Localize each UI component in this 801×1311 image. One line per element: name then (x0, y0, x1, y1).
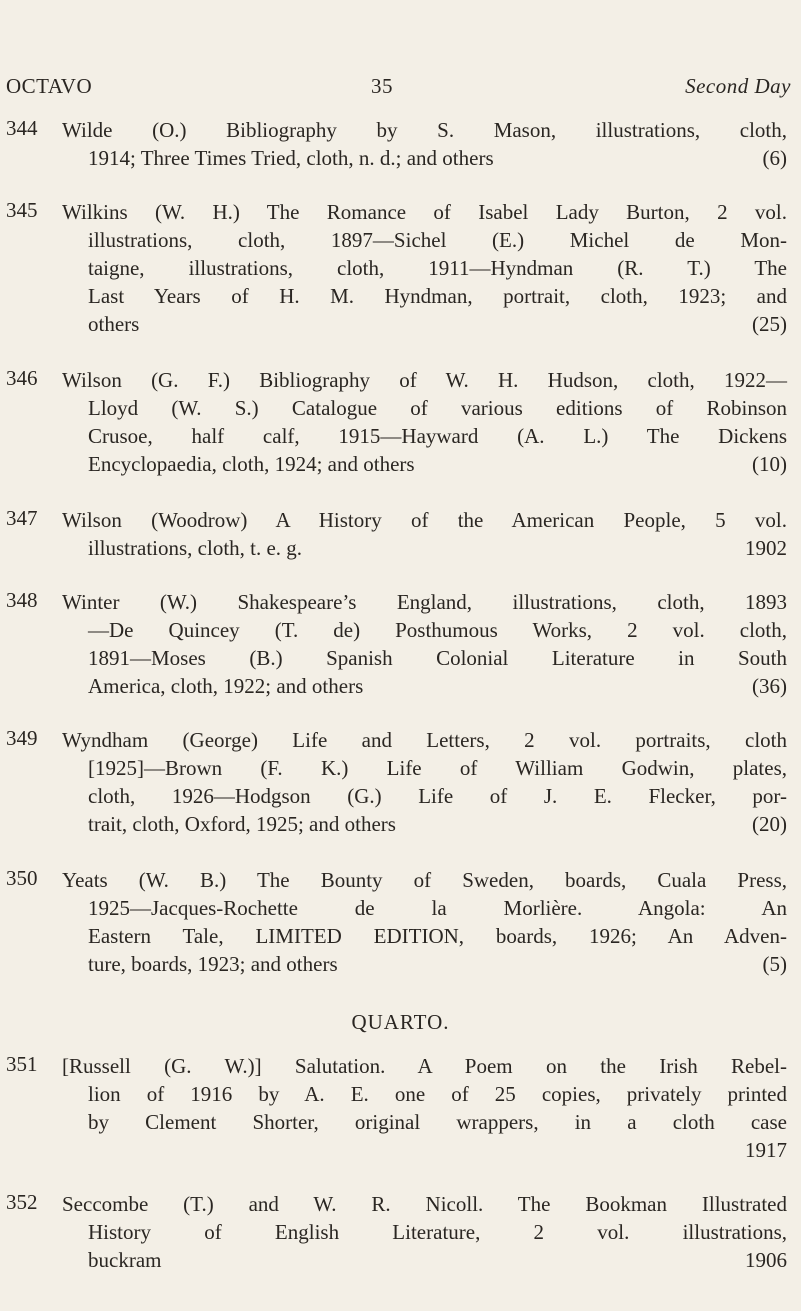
description-line: Wilson (G. F.) Bibliography of W. H. Hudson, cloth, 1922— (62, 368, 787, 392)
description-line: Last Years of H. M. Hyndman, portrait, cloth, 1923; and (88, 284, 787, 308)
lot-number: 351 (6, 1052, 38, 1076)
description-line: —De Quincey (T. de) Posthumous Works, 2 vol. cloth, (88, 618, 787, 642)
description-line: Wyndham (George) Life and Letters, 2 vol. portraits, cloth (62, 728, 787, 752)
description-line (62, 1246, 787, 1274)
description-line: Eastern Tale, LIMITED EDITION, boards, 1926; An Adven- (88, 924, 787, 948)
description-text: trait, cloth, Oxford, 1925; and others (88, 812, 396, 836)
description-line: taigne, illustrations, cloth, 1911—Hyndman (R. T.) The (88, 256, 787, 280)
description-line: 1925—Jacques-Rochette de la Morlière. Angola: An (88, 896, 787, 920)
lot-count: 1906 (745, 1248, 787, 1272)
description-text: America, cloth, 1922; and others (88, 674, 364, 698)
description-line: lion of 1916 by A. E. one of 25 copies, privately printed (88, 1082, 787, 1106)
description-line: Wilson (Woodrow) A History of the American People, 5 vol. (62, 508, 787, 532)
lot-description (62, 1052, 787, 1164)
description-line: Wilkins (W. H.) The Romance of Isabel Lady Burton, 2 vol. (62, 200, 787, 224)
lot-count: (5) (762, 952, 787, 976)
description-text: others (88, 312, 140, 336)
lot-count: 1902 (745, 536, 787, 560)
lot-number: 352 (6, 1190, 38, 1214)
description-text: ture, boards, 1923; and others (88, 952, 338, 976)
description-line (62, 450, 787, 478)
lot-number: 344 (6, 116, 38, 140)
description-line: illustrations, cloth, 1897—Sichel (E.) Michel de Mon- (88, 228, 787, 252)
running-head-day: Second Day (685, 74, 791, 98)
lot-count: (25) (752, 312, 787, 336)
section-heading: QUARTO. (351, 1010, 450, 1034)
running-head (0, 74, 801, 100)
description-line: Yeats (W. B.) The Bounty of Sweden, boards, Cuala Press, (62, 868, 787, 892)
lot-count: (10) (752, 452, 787, 476)
description-line (62, 810, 787, 838)
lot-number: 349 (6, 726, 38, 750)
lot-description (62, 506, 787, 562)
description-line: Wilde (O.) Bibliography by S. Mason, illustrations, cloth, (62, 118, 787, 142)
lot-description (62, 866, 787, 978)
lot-number: 347 (6, 506, 38, 530)
lot-count: (36) (752, 674, 787, 698)
lot-number: 348 (6, 588, 38, 612)
lot-description (62, 1190, 787, 1274)
description-line (62, 534, 787, 562)
description-line (62, 310, 787, 338)
description-line: [1925]—Brown (F. K.) Life of William Godwin, plates, (88, 756, 787, 780)
description-line: by Clement Shorter, original wrappers, in a cloth case (88, 1110, 787, 1134)
description-line: cloth, 1926—Hodgson (G.) Life of J. E. Flecker, por- (88, 784, 787, 808)
description-text: 1914; Three Times Tried, cloth, n. d.; and others (88, 146, 494, 170)
lot-description (62, 116, 787, 172)
lot-count: (6) (762, 146, 787, 170)
lot-number: 350 (6, 866, 38, 890)
description-text: Encyclopaedia, cloth, 1924; and others (88, 452, 415, 476)
running-head-section: OCTAVO (6, 74, 93, 98)
description-line: Winter (W.) Shakespeare’s England, illustrations, cloth, 1893 (62, 590, 787, 614)
description-line: Seccombe (T.) and W. R. Nicoll. The Bookman Illustrated (62, 1192, 787, 1216)
description-line: Crusoe, half calf, 1915—Hayward (A. L.) The Dickens (88, 424, 787, 448)
description-line (62, 144, 787, 172)
lot-description (62, 588, 787, 700)
description-line: History of English Literature, 2 vol. illustrations, (88, 1220, 787, 1244)
description-line: [Russell (G. W.)] Salutation. A Poem on the Irish Rebel- (62, 1054, 787, 1078)
description-line (62, 950, 787, 978)
description-text: illustrations, cloth, t. e. g. (88, 536, 303, 560)
description-text: buckram (88, 1248, 162, 1272)
lot-count: 1917 (745, 1138, 787, 1162)
lot-number: 346 (6, 366, 38, 390)
lot-description (62, 198, 787, 338)
description-line (62, 672, 787, 700)
description-line: 1891—Moses (B.) Spanish Colonial Literature in South (88, 646, 787, 670)
lot-count: (20) (752, 812, 787, 836)
lot-number: 345 (6, 198, 38, 222)
page-number: 35 (371, 74, 393, 98)
lot-description (62, 366, 787, 478)
lot-description (62, 726, 787, 838)
description-line: Lloyd (W. S.) Catalogue of various editions of Robinson (88, 396, 787, 420)
